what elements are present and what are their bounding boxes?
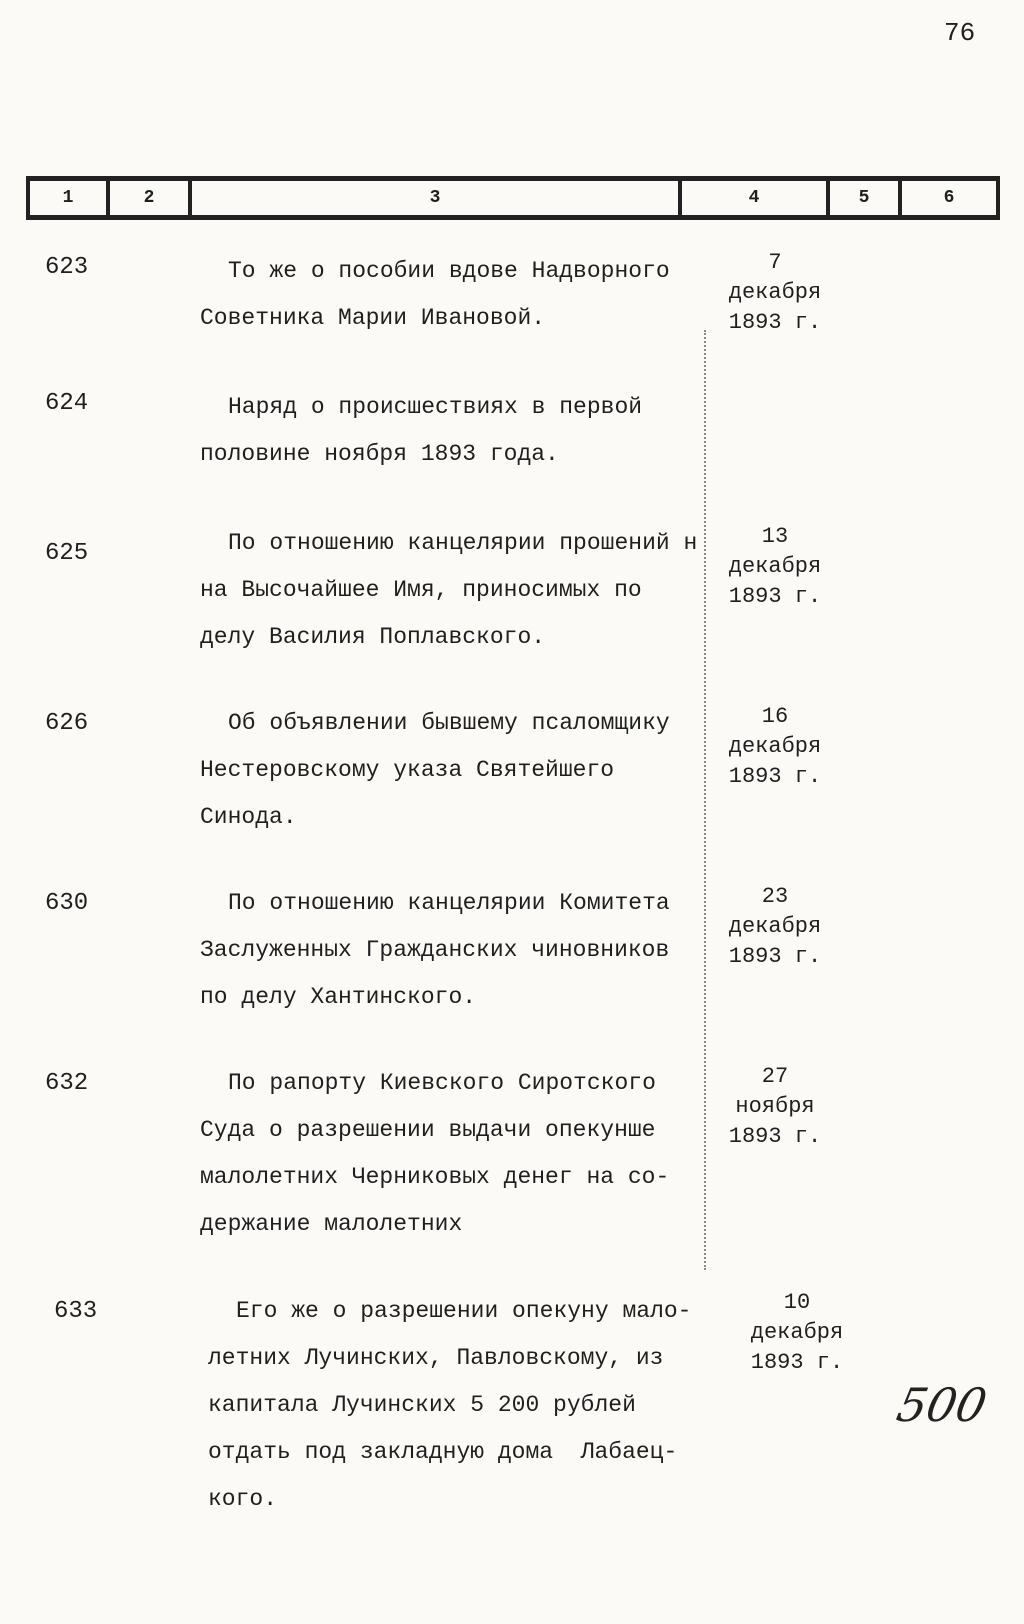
date-year: 1893 г. <box>728 944 822 969</box>
description-line: Его же о разрешении опекуну мало- <box>236 1298 692 1324</box>
description-line: отдать под закладную дома Лабаец- <box>208 1439 678 1465</box>
entry-description <box>200 700 700 841</box>
description-line: капитала Лучинских 5 200 рублей <box>208 1392 636 1418</box>
entry-description <box>200 520 700 661</box>
entry-date <box>722 1288 872 1378</box>
date-year: 1893 г. <box>728 310 822 335</box>
column-header-6: 6 <box>898 181 1000 215</box>
date-month: ноября <box>735 1094 815 1119</box>
entry-date <box>700 1062 850 1152</box>
description-line: По рапорту Киевского Сиротского <box>228 1070 656 1096</box>
entry-description <box>208 1288 708 1523</box>
entry-date <box>700 248 850 338</box>
table-header <box>26 176 1000 220</box>
date-year: 1893 г. <box>728 764 822 789</box>
date-month: декабря <box>728 280 822 305</box>
date-day: 27 <box>761 1064 789 1089</box>
date-month: декабря <box>728 554 822 579</box>
date-day: 13 <box>761 524 789 549</box>
description-line: По отношению канцелярии прошений н <box>228 530 698 556</box>
date-month: декабря <box>750 1320 844 1345</box>
description-line: малолетних Черниковых денег на со- <box>200 1164 670 1190</box>
entry-date <box>700 702 850 792</box>
entry-number: 624 <box>45 390 89 417</box>
description-line: Советника Марии Ивановой. <box>200 305 546 331</box>
date-month: декабря <box>728 914 822 939</box>
date-year: 1893 г. <box>750 1350 844 1375</box>
description-line: кого. <box>208 1486 278 1512</box>
column-header-4: 4 <box>678 181 826 215</box>
description-line: делу Василия Поплавского. <box>200 624 546 650</box>
column-header-5: 5 <box>826 181 898 215</box>
entry-date <box>700 882 850 972</box>
column-header-3: 3 <box>188 181 678 215</box>
entry-number: 633 <box>54 1298 98 1325</box>
date-day: 10 <box>783 1290 811 1315</box>
description-line: То же о пособии вдове Надворного <box>228 258 670 284</box>
description-line: половине ноября 1893 года. <box>200 441 559 467</box>
entry-description <box>200 880 700 1021</box>
entry-description <box>200 248 700 342</box>
description-line: держание малолетних <box>200 1211 463 1237</box>
date-year: 1893 г. <box>728 584 822 609</box>
column-header-2: 2 <box>106 181 188 215</box>
entry-number: 625 <box>45 540 89 567</box>
column-header-1: 1 <box>26 181 106 215</box>
description-line: По отношению канцелярии Комитета <box>228 890 670 916</box>
description-line: Суда о разрешении выдачи опекунше <box>200 1117 656 1143</box>
entry-number: 626 <box>45 710 89 737</box>
entry-date <box>700 522 850 612</box>
description-line: Нестеровскому указа Святейшего <box>200 757 615 783</box>
date-day: 7 <box>768 250 782 275</box>
page-number: 76 <box>944 18 976 48</box>
description-line: летних Лучинских, Павловскому, из <box>208 1345 664 1371</box>
entry-number: 623 <box>45 254 89 281</box>
description-line: Синода. <box>200 804 297 830</box>
handwritten-note: 500 <box>892 1378 992 1432</box>
description-line: Наряд о происшествиях в первой <box>228 394 643 420</box>
description-line: на Высочайшее Имя, приносимых по <box>200 577 642 603</box>
entry-number: 630 <box>45 890 89 917</box>
description-line: Об объявлении бывшему псаломщику <box>228 710 670 736</box>
entry-description <box>200 384 700 478</box>
date-day: 23 <box>761 884 789 909</box>
description-line: Заслуженных Гражданских чиновников <box>200 937 670 963</box>
date-month: декабря <box>728 734 822 759</box>
date-day: 16 <box>761 704 789 729</box>
entry-description <box>200 1060 700 1248</box>
description-line: по делу Хантинского. <box>200 984 477 1010</box>
entry-number: 632 <box>45 1070 89 1097</box>
date-year: 1893 г. <box>728 1124 822 1149</box>
